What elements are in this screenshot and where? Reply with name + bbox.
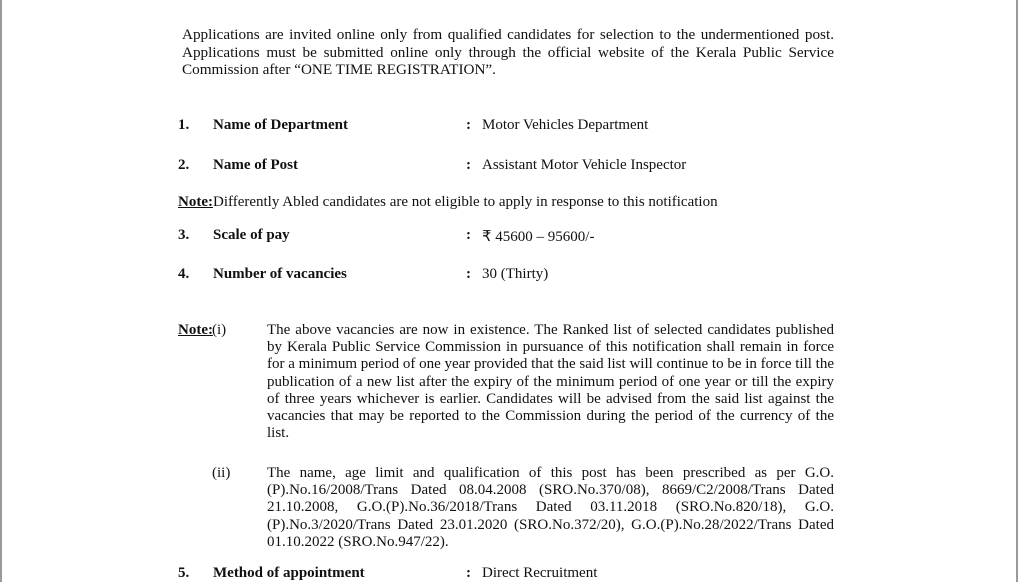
item-value: 30 (Thirty)	[482, 266, 549, 282]
note-paragraph-ii: The name, age limit and qualification of this post has been prescribed as per G.O.(P).No.16/2008/Trans Dated 08.04.2008 (SRO.No.370/08), 8669/C2/2008/Trans Dated 21.10.2008, G.O.(P).No.36/2018/Trans Dated 03.11.2018 (SRO.No.820/18), G.O.(P).No.3/2020/Trans Dated 23.01.2020 (SRO.No.372/20), G.O.(P).No.28/2022/Trans Dated 01.10.2022 (SRO.No.947/22).	[267, 465, 834, 550]
note-paragraph-i: The above vacancies are now in existence. The Ranked list of selected candidates published by Kerala Public Service Commission in pursuance of this notification shall remain in force for a minimum period of one year provided that the said list will continue to be in force till the publication of a new list after the expiry of the minimum period of one year or till the expiry of three years whichever is earlier. Candidates will be advised from the said list against the vacancies that may be reported to the Commission during the period of the currency of the list.	[267, 322, 834, 442]
item-colon: :	[466, 117, 471, 133]
note-heading: Note:	[178, 322, 213, 338]
item-colon: :	[466, 157, 471, 173]
note-text: Differently Abled candidates are not eligible to apply in response to this notification	[212, 194, 718, 210]
item-scale-of-pay	[0, 227, 1018, 247]
item-label: Number of vacancies	[213, 266, 347, 282]
item-number: 4.	[178, 266, 190, 282]
item-number: 3.	[178, 227, 190, 243]
note-heading: Note:	[178, 194, 213, 210]
item-colon: :	[466, 565, 471, 581]
item-post	[0, 157, 1018, 177]
item-number: 5.	[178, 565, 190, 581]
item-vacancies	[0, 266, 1018, 286]
note-sub-marker: (i)	[212, 322, 227, 338]
intro-paragraph: Applications are invited online only from qualified candidates for selection to the undermentioned post. Applications must be submitted online only through the official website of the Kerala Public Service Commission after “ONE TIME REGISTRATION”.	[182, 26, 834, 78]
item-number: 2.	[178, 157, 190, 173]
item-label: Name of Department	[213, 117, 348, 133]
item-colon: :	[466, 227, 471, 243]
item-label: Name of Post	[213, 157, 298, 173]
item-department	[0, 117, 1018, 137]
item-number: 1.	[178, 117, 190, 133]
item-method-of-appointment	[0, 565, 1018, 585]
item-value: Motor Vehicles Department	[482, 117, 649, 133]
note-differently-abled	[178, 194, 718, 211]
item-value: ₹ 45600 – 95600/-	[482, 229, 595, 245]
item-value: Assistant Motor Vehicle Inspector	[482, 157, 687, 173]
item-colon: :	[466, 266, 471, 282]
item-label: Scale of pay	[213, 227, 290, 243]
item-label: Method of appointment	[213, 565, 365, 581]
note-sub-marker: (ii)	[212, 465, 231, 481]
item-value: Direct Recruitment	[482, 565, 598, 581]
